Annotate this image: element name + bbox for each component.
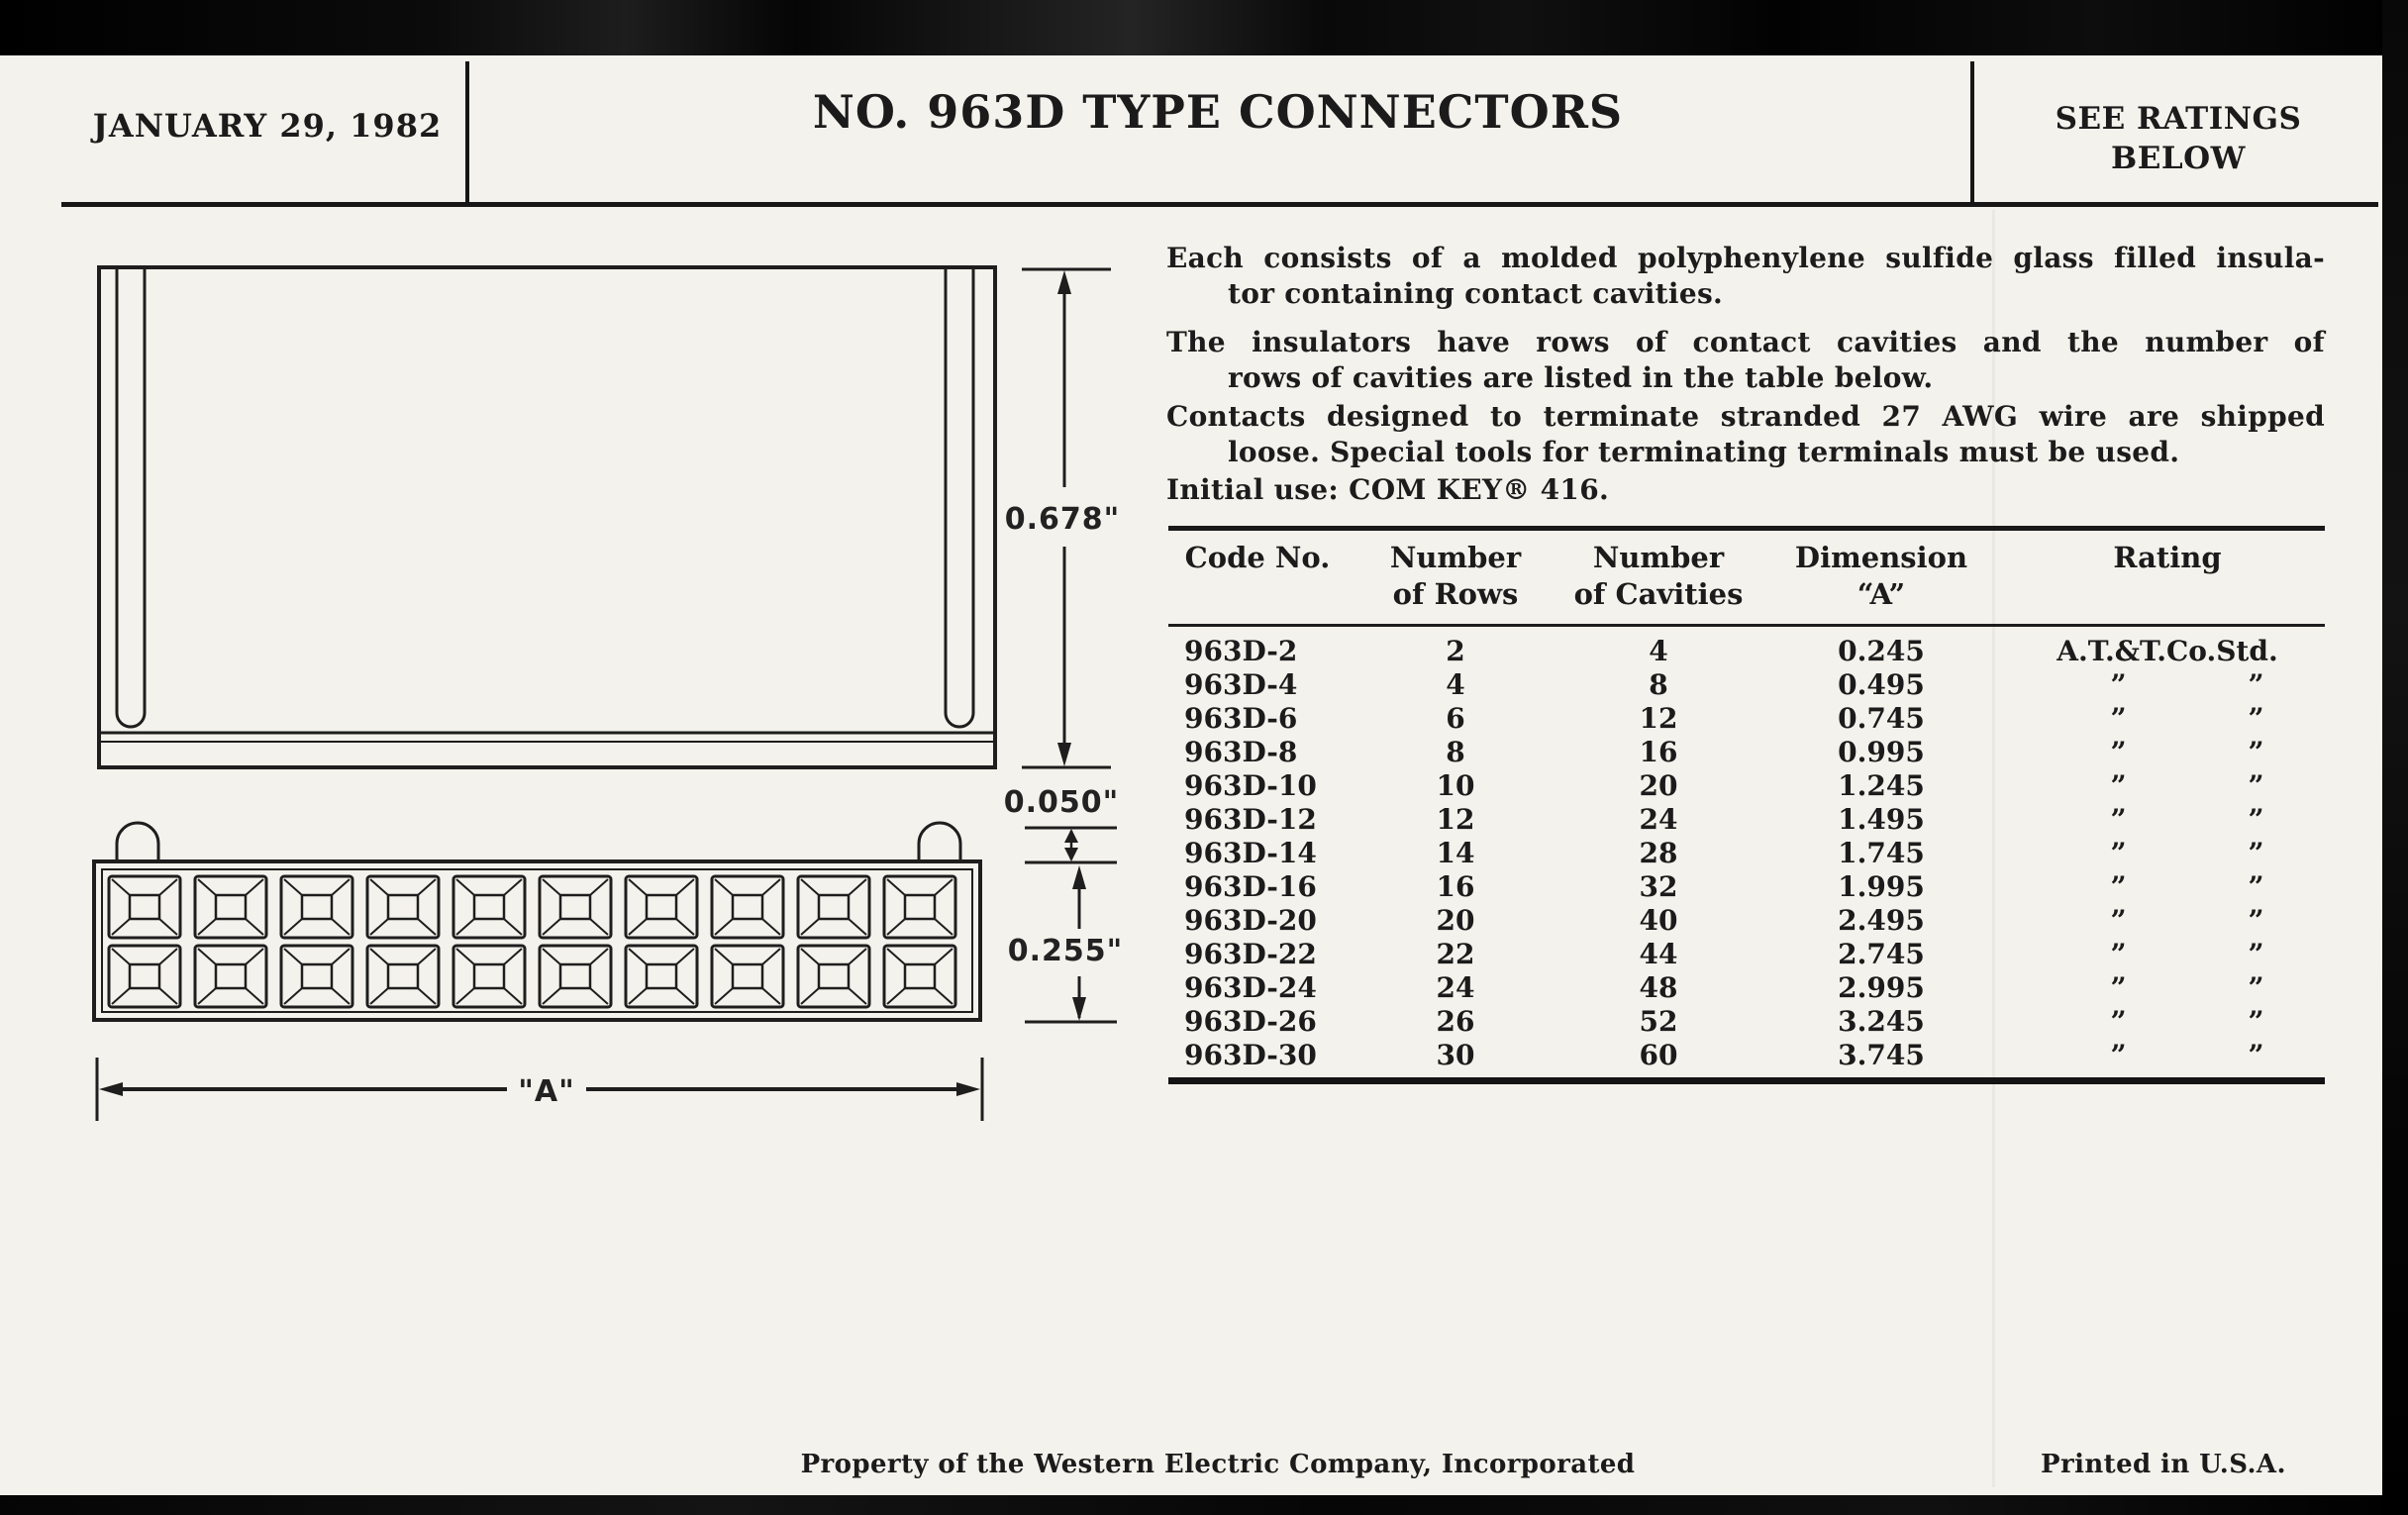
cell-dimension-a: 2.745 <box>1838 938 1925 970</box>
table-body <box>1168 635 2325 1072</box>
cell-rating-ditto <box>2010 736 2325 769</box>
dimension-width <box>97 1058 982 1121</box>
cell-number-of-cavities: 32 <box>1639 870 1678 903</box>
cell-number-of-rows: 26 <box>1436 1005 1475 1038</box>
cell-rating: A.T.&T.Co.Std. <box>2057 635 2278 667</box>
cell-rating-ditto <box>2010 1005 2325 1039</box>
paragraph-line: The insulators have rows of contact cavities and the number of <box>1166 326 2325 358</box>
table-row <box>1168 1039 2325 1072</box>
table-header <box>1168 540 2325 613</box>
cell-rating-ditto <box>2010 938 2325 971</box>
table-row <box>1168 971 2325 1005</box>
header-divider-right <box>1970 61 1974 204</box>
dim-height-label: 0.678" <box>1004 502 1121 537</box>
cell-code-no: 963D-16 <box>1184 870 1317 903</box>
ditto-mark: ” <box>2110 803 2127 836</box>
ditto-mark: ” <box>2248 769 2264 802</box>
top-scan-bar <box>0 0 2408 55</box>
paragraph-line: rows of cavities are listed in the table below. <box>1228 361 1934 394</box>
cell-rating-ditto <box>2010 769 2325 803</box>
ditto-mark: ” <box>2248 870 2264 903</box>
cell-rating-ditto <box>2010 803 2325 837</box>
cell-dimension-a: 0.745 <box>1838 702 1925 735</box>
page-title: NO. 963D TYPE CONNECTORS <box>812 85 1624 139</box>
ditto-mark: ” <box>2248 971 2264 1004</box>
cell-dimension-a: 1.495 <box>1838 803 1925 836</box>
ditto-mark: ” <box>2248 1039 2264 1071</box>
cell-number-of-rows: 30 <box>1436 1039 1475 1071</box>
cell-rating-ditto <box>2010 1039 2325 1072</box>
cell-code-no: 963D-14 <box>1184 837 1317 869</box>
cell-number-of-rows: 14 <box>1436 837 1475 869</box>
left-channel <box>117 269 145 727</box>
ditto-mark: ” <box>2110 702 2127 735</box>
ditto-mark: ” <box>2110 904 2127 937</box>
left-latch-bump <box>117 823 158 862</box>
dimension-thickness <box>1008 865 1124 1022</box>
cell-dimension-a: 2.995 <box>1838 971 1925 1004</box>
cell-code-no: 963D-30 <box>1184 1039 1317 1071</box>
ditto-mark: ” <box>2110 837 2127 869</box>
dimension-height <box>1005 269 1121 767</box>
cell-code-no: 963D-10 <box>1184 769 1317 802</box>
footer-property-note: Property of the Western Electric Company, Incorporated <box>800 1450 1636 1479</box>
table-row <box>1168 870 2325 904</box>
ditto-mark: ” <box>2110 736 2127 768</box>
cell-number-of-cavities: 12 <box>1639 702 1678 735</box>
cell-number-of-rows: 16 <box>1436 870 1475 903</box>
cell-number-of-rows: 24 <box>1436 971 1475 1004</box>
paragraph-line: Contacts designed to terminate stranded 27 AWG wire are shipped <box>1166 400 2325 433</box>
cell-code-no: 963D-24 <box>1184 971 1317 1004</box>
right-latch-bump <box>919 823 960 862</box>
ratings-note-line2: BELOW <box>2111 141 2246 176</box>
ratings-note <box>1980 99 2376 178</box>
cell-number-of-rows: 2 <box>1446 635 1465 667</box>
table-row <box>1168 635 2325 668</box>
front-view-figure <box>94 823 980 1020</box>
paragraph-line: Each consists of a molded polyphenylene sulfide glass filled insula- <box>1166 242 2325 274</box>
paragraph-line: loose. Special tools for terminating terminals must be used. <box>1228 436 2180 468</box>
ditto-mark: ” <box>2248 702 2264 735</box>
cell-number-of-rows: 12 <box>1436 803 1475 836</box>
cell-dimension-a: 1.995 <box>1838 870 1925 903</box>
dim-width-label: "A" <box>518 1074 575 1109</box>
ditto-mark: ” <box>2248 1005 2264 1038</box>
cell-rating-ditto <box>2010 837 2325 870</box>
table-row <box>1168 1005 2325 1039</box>
cell-code-no: 963D-8 <box>1184 736 1298 768</box>
ditto-mark: ” <box>2110 668 2127 701</box>
header-divider-left <box>465 61 469 204</box>
cell-number-of-rows: 8 <box>1446 736 1465 768</box>
side-view-figure <box>99 267 995 767</box>
ditto-mark: ” <box>2248 904 2264 937</box>
column-header: Dimension “A” <box>1794 541 1968 611</box>
cell-rating-ditto <box>2010 870 2325 904</box>
ratings-note-line1: SEE RATINGS <box>2055 101 2302 137</box>
column-header: Number of Rows <box>1389 541 1522 611</box>
cell-rating-ditto <box>2010 668 2325 702</box>
connector-diagram <box>59 238 1149 1129</box>
cell-number-of-cavities: 28 <box>1639 837 1678 869</box>
table-rule-mid <box>1168 624 2325 627</box>
cell-number-of-cavities: 4 <box>1649 635 1668 667</box>
ditto-mark: ” <box>2110 938 2127 970</box>
cell-number-of-cavities: 20 <box>1639 769 1678 802</box>
cell-code-no: 963D-26 <box>1184 1005 1317 1038</box>
ditto-mark: ” <box>2110 870 2127 903</box>
table-row <box>1168 736 2325 769</box>
cell-dimension-a: 3.745 <box>1838 1039 1925 1071</box>
ditto-mark: ” <box>2110 1039 2127 1071</box>
table-row <box>1168 938 2325 971</box>
column-header: Code No. <box>1184 541 1331 574</box>
table-rule-top <box>1168 526 2325 531</box>
cell-code-no: 963D-4 <box>1184 668 1298 701</box>
cell-rating-ditto <box>2010 702 2325 736</box>
table-row <box>1168 769 2325 803</box>
cell-number-of-cavities: 60 <box>1639 1039 1678 1071</box>
column-header: Rating <box>2113 541 2222 574</box>
cell-dimension-a: 0.495 <box>1838 668 1925 701</box>
table-row <box>1168 904 2325 938</box>
cell-number-of-cavities: 48 <box>1639 971 1678 1004</box>
column-header: Number of Cavities <box>1573 541 1744 611</box>
ditto-mark: ” <box>2110 1005 2127 1038</box>
cell-rating-ditto <box>2010 971 2325 1005</box>
table-row <box>1168 702 2325 736</box>
cell-code-no: 963D-2 <box>1184 635 1298 667</box>
cell-number-of-cavities: 44 <box>1639 938 1678 970</box>
ditto-mark: ” <box>2248 736 2264 768</box>
cell-number-of-rows: 22 <box>1436 938 1475 970</box>
cell-dimension-a: 0.245 <box>1838 635 1925 667</box>
cell-number-of-rows: 20 <box>1436 904 1475 937</box>
paragraph-line: Initial use: COM KEY® 416. <box>1166 473 1610 506</box>
cell-number-of-cavities: 16 <box>1639 736 1678 768</box>
header-rule <box>61 202 2378 207</box>
cell-number-of-cavities: 40 <box>1639 904 1678 937</box>
cell-number-of-cavities: 24 <box>1639 803 1678 836</box>
right-channel <box>946 269 973 727</box>
bottom-scan-bar <box>0 1495 2408 1515</box>
dimension-gap <box>1004 785 1120 862</box>
ditto-mark: ” <box>2110 971 2127 1004</box>
cell-rating-ditto <box>2010 904 2325 938</box>
cell-number-of-rows: 6 <box>1446 702 1465 735</box>
ditto-mark: ” <box>2110 769 2127 802</box>
ditto-mark: ” <box>2248 668 2264 701</box>
cell-dimension-a: 1.245 <box>1838 769 1925 802</box>
cell-code-no: 963D-22 <box>1184 938 1317 970</box>
cell-code-no: 963D-12 <box>1184 803 1317 836</box>
ditto-mark: ” <box>2248 938 2264 970</box>
table-row <box>1168 668 2325 702</box>
paragraph-line: tor containing contact cavities. <box>1228 277 1724 310</box>
cell-dimension-a: 0.995 <box>1838 736 1925 768</box>
right-scan-bar <box>2382 0 2408 1515</box>
table-row <box>1168 803 2325 837</box>
cell-code-no: 963D-6 <box>1184 702 1298 735</box>
footer-printed-note: Printed in U.S.A. <box>2041 1450 2286 1479</box>
cell-number-of-cavities: 8 <box>1649 668 1668 701</box>
ditto-mark: ” <box>2248 803 2264 836</box>
ditto-mark: ” <box>2248 837 2264 869</box>
cell-dimension-a: 2.495 <box>1838 904 1925 937</box>
cell-number-of-cavities: 52 <box>1639 1005 1678 1038</box>
table-rule-bottom <box>1168 1077 2325 1084</box>
cell-dimension-a: 1.745 <box>1838 837 1925 869</box>
dim-thickness-label: 0.255" <box>1007 934 1124 968</box>
document-date: JANUARY 29, 1982 <box>92 107 443 145</box>
cell-dimension-a: 3.245 <box>1838 1005 1925 1038</box>
cell-code-no: 963D-20 <box>1184 904 1317 937</box>
dim-gap-label: 0.050" <box>1003 785 1120 820</box>
table-row <box>1168 837 2325 870</box>
cell-number-of-rows: 4 <box>1446 668 1465 701</box>
cell-number-of-rows: 10 <box>1436 769 1475 802</box>
